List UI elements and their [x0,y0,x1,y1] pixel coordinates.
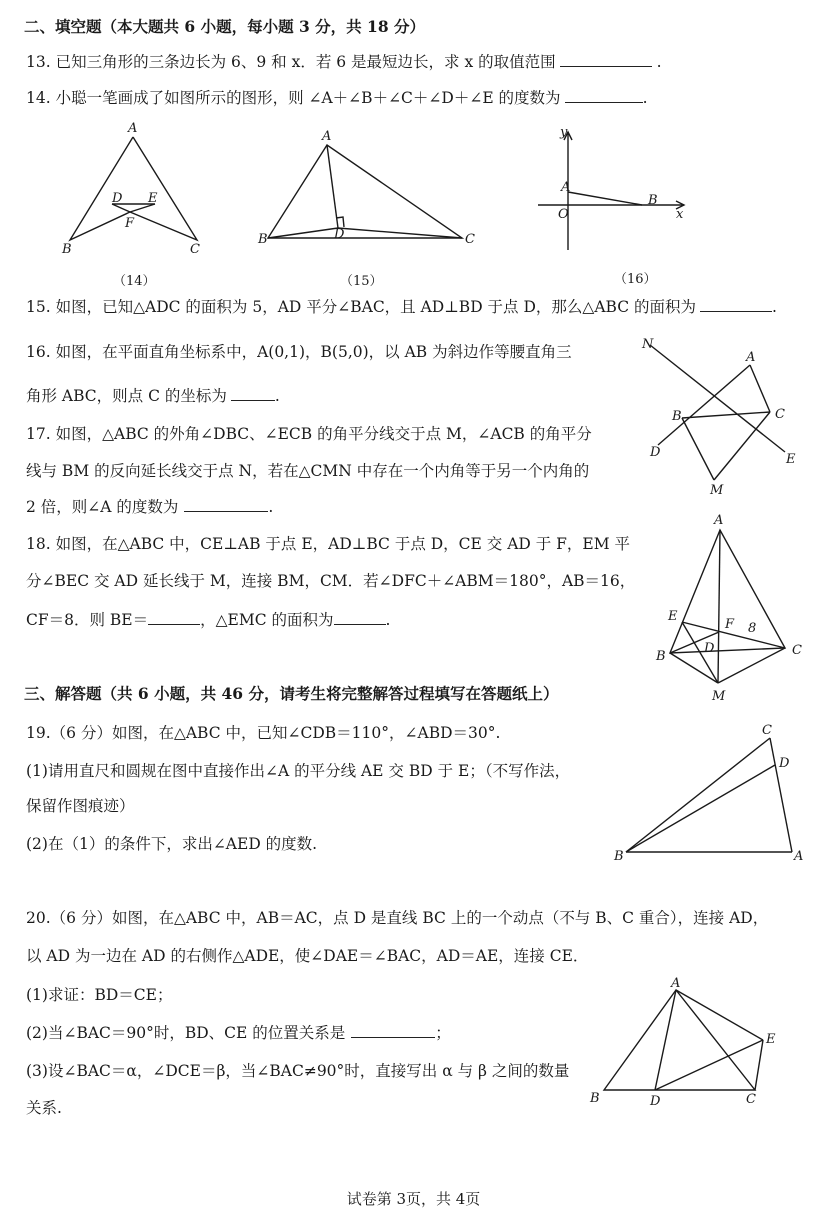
question-16-line2: 角形 ABC，则点 C 的坐标为 . [26,387,280,405]
question-15: 15. 如图，已知△ADC 的面积为 5，AD 平分∠BAC，且 AD⊥BD 于点 D，那么△ABC 的面积为 . [26,298,777,316]
question-20-line3: (1)求证：BD＝CE； [26,986,173,1004]
fig17-label-b: B [672,409,682,424]
question-14: 14. 小聪一笔画成了如图所示的图形，则 ∠A＋∠B＋∠C＋∠D＋∠E 的度数为 . [26,89,648,107]
fig18-label-d: D [704,641,715,656]
fig18-label-b: B [656,649,666,664]
caption-14: （14） [113,274,156,289]
fig19-label-a: A [794,849,804,864]
figure-20 [589,976,776,1109]
question-19-line4: (2)在（1）的条件下，求出∠AED 的度数. [26,835,318,853]
question-17-line3: 2 倍，则∠A 的度数为 . [26,498,274,516]
question-20-line2: 以 AD 为一边在 AD 的右侧作△ADE，使∠DAE＝∠BAC，AD＝AE，连接 CE． [26,947,589,965]
section3-heading: 三、解答题（共 6 小题，共 46 分，请考生将完整解答过程填写在答题纸上） [24,684,559,703]
fig17-label-c: C [775,407,785,422]
fig20-label-b: B [590,1091,600,1106]
caption-16: （16） [614,272,657,287]
page-footer: 试卷第 3页，共 4页 [346,1190,481,1208]
fig14-label-e: E [148,191,158,206]
fig16-label-o: O [558,207,569,222]
question-19-line1: 19.（6 分）如图，在△ABC 中，已知∠CDB＝110°，∠ABD＝30°. [26,724,501,742]
fig20-triangle [604,990,755,1090]
question-17-text: 2 倍，则∠A 的度数为 [26,498,179,516]
fig20-label-a: A [671,976,681,991]
fig15-label-a: A [322,129,332,144]
question-18-line2: 分∠BEC 交 AD 延长线于 M，连接 BM，CM．若∠DFC＋∠ABM＝180°，AB＝16， [26,572,636,590]
fig17-label-e: E [786,452,796,467]
fig19-label-d: D [779,756,790,771]
question-19-line2: (1)请用直尺和圆规在图中直接作出∠A 的平分线 AE 交 BD 于 E；（不写作法， [26,762,571,780]
fig17-label-d: D [650,445,661,460]
fig17-label-a: A [746,350,756,365]
question-18-text-b: ，△EMC 的面积为 [200,611,334,629]
fig18-label-e: E [668,609,678,624]
fig20-label-c: C [746,1092,756,1107]
fig16-label-b: B [648,193,658,208]
question-20-line6: 关系. [26,1099,62,1117]
fig17-label-m: M [710,483,724,498]
fig14-label-c: C [190,242,200,257]
fig19-label-c: C [762,723,772,738]
question-20-line1: 20.（6 分）如图，在△ABC 中，AB＝AC，点 D 是直线 BC 上的一个动点（不与 B、C 重合），连接 AD， [26,909,769,927]
fig20-label-e: E [766,1032,776,1047]
section2-heading: 二、填空题（本大题共 6 小题，每小题 3 分，共 18 分） [24,17,426,36]
fig18-label-a: A [714,513,724,528]
question-18-text-a: CF＝8．则 BE＝ [26,611,149,629]
question-20-line4: (2)当∠BAC＝90°时，BD、CE 的位置关系是 ； [26,1024,451,1042]
fig20-ce [755,1040,763,1090]
fig14-label-a: A [128,121,138,136]
question-16-text: 角形 ABC，则点 C 的坐标为 [26,387,227,405]
fig19-bd [626,765,775,852]
question-20-text: (2)当∠BAC＝90°时，BD、CE 的位置关系是 [26,1024,346,1042]
fig18-label-f: F [725,617,735,632]
fig16-label-y: y [560,125,568,140]
question-17-line1: 17. 如图，△ABC 的外角∠DBC、∠ECB 的角平分线交于点 M，∠ACB 的角平分 [26,425,592,443]
fig14-label-b: B [62,242,72,257]
question-13: 13. 已知三角形的三条边长为 6、9 和 x．若 6 是最短边长，求 x 的取值范围 . [26,53,662,71]
fig14-label-f: F [125,216,135,231]
question-14-text: 14. 小聪一笔画成了如图所示的图形，则 ∠A＋∠B＋∠C＋∠D＋∠E 的度数为 [26,89,561,107]
question-17-line2: 线与 BM 的反向延长线交于点 N，若在△CMN 中存在一个内角等于另一个内角的 [26,462,590,480]
question-19-line3: 保留作图痕迹） [26,797,135,815]
fig15-label-d: D [334,227,345,242]
fig16-label-a: A [561,180,571,195]
question-16-line1: 16. 如图，在平面直角坐标系中，A(0,1)，B(5,0)，以 AB 为斜边作等腰直角三 [26,343,572,361]
fig20-ae [676,990,763,1040]
question-13-text: 13. 已知三角形的三条边长为 6、9 和 x．若 6 是最短边长，求 x 的取值范围 [26,53,556,71]
fig20-de [655,1040,763,1090]
caption-15: （15） [340,274,383,289]
question-20-line5: (3)设∠BAC＝α，∠DCE＝β，当∠BAC≠90°时，直接写出 α 与 β 之间的数量 [26,1062,570,1080]
fig18-label-8: 8 [748,621,757,636]
fig15-label-c: C [465,232,475,247]
fig16-label-x: x [676,207,684,222]
fig19-bc [626,738,770,852]
fig18-label-m: M [712,689,726,704]
fig18-label-c: C [792,643,802,658]
fig15-label-b: B [258,232,268,247]
question-18-line1: 18. 如图，在△ABC 中，CE⊥AB 于点 E，AD⊥BC 于点 D，CE 交 AD 于 F，EM 平 [26,535,631,553]
question-18-line3: CF＝8．则 BE＝ ，△EMC 的面积为 . [26,611,391,629]
fig14-label-d: D [112,191,123,206]
question-15-text: 15. 如图，已知△ADC 的面积为 5，AD 平分∠BAC，且 AD⊥BD 于点 D，那么△ABC 的面积为 [26,298,696,316]
fig19-label-b: B [614,849,624,864]
fig20-label-d: D [650,1094,661,1109]
fig17-label-n: N [642,337,654,352]
